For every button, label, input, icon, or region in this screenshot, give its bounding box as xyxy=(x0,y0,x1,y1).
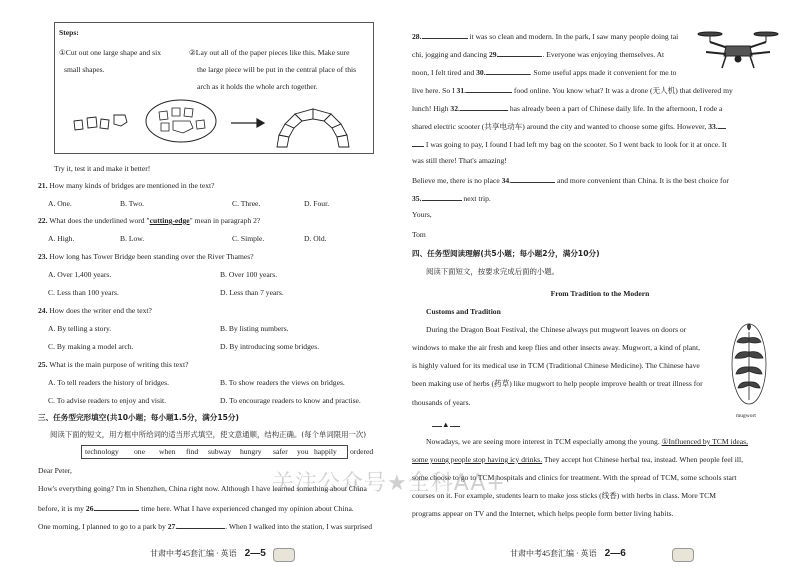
arrow-icon xyxy=(231,119,264,127)
blank-27[interactable] xyxy=(177,520,225,529)
left-footer xyxy=(150,548,266,559)
section-3-title: 三、任务型完形填空(共10小题；每小题1.5分，满分15分) xyxy=(38,413,239,422)
drone-icon xyxy=(696,26,780,72)
letter-text: food online. You know what? It was a drone (无人机) that delivered my xyxy=(513,86,733,95)
article-line-4: been making use of herbs (药草) like mugwort to help people improve health or treat illness for xyxy=(412,379,703,388)
letter-text: has already been a part of Chinese daily life. In the afternoon, I rode a xyxy=(509,104,723,113)
blank-31[interactable] xyxy=(466,84,512,93)
blank-28[interactable] xyxy=(422,30,468,39)
option-24c[interactable]: C. By making a model arch. xyxy=(48,342,134,351)
letter-line-33c: was still there! That's amazing! xyxy=(412,156,507,165)
letter-text: . Everyone was enjoying themselves. At xyxy=(542,50,665,59)
question-23 xyxy=(38,252,254,262)
letter-line-33b xyxy=(412,138,727,150)
blank-33[interactable] xyxy=(718,120,726,129)
option-23b[interactable]: B. Over 100 years. xyxy=(220,270,278,279)
blank-number-32: 32. xyxy=(450,104,460,113)
answer-marker xyxy=(432,418,460,430)
footer-book-title: 甘肃中考45套汇编 · 英语 xyxy=(150,549,237,558)
blank-number-31: 31. xyxy=(456,86,467,95)
word-box-item: technology xyxy=(85,447,119,456)
option-22a[interactable]: A. High. xyxy=(48,234,75,243)
section-4-title: 四、任务型阅读理解(共5小题；每小题2分，满分10分) xyxy=(412,249,600,258)
article-line-6 xyxy=(426,437,748,447)
section-4-instruction: 阅读下面短文，按要求完成后面的小题。 xyxy=(426,267,560,276)
question-number: 24. xyxy=(38,306,48,315)
question-number: 23. xyxy=(38,252,48,261)
option-24b[interactable]: B. By listing numbers. xyxy=(220,324,289,333)
word-box-item: find xyxy=(186,447,199,456)
article-line-8: some choose to go to TCM hospitals and clinics for treatment. With the spread of TCM, some schools start xyxy=(412,473,737,482)
blank-number-33: 33. xyxy=(708,122,718,131)
question-text: How does the writer end the text? xyxy=(49,306,152,315)
letter-text: . Some useful apps made it convenient for me to xyxy=(529,68,677,77)
blank-30[interactable] xyxy=(486,66,530,75)
blank-number-27: 27. xyxy=(167,522,178,531)
logo-icon xyxy=(273,548,295,562)
word-box-item: ordered xyxy=(350,447,374,456)
option-22d[interactable]: D. Old. xyxy=(304,234,327,243)
blank-32[interactable] xyxy=(460,102,508,111)
option-24a[interactable]: A. By telling a story. xyxy=(48,324,112,333)
question-text: What is the main purpose of writing this text? xyxy=(49,360,189,369)
steps-title: Steps: xyxy=(59,28,79,37)
letter-text: time here. What I have experienced changed my opinion about China. xyxy=(141,504,354,513)
word-box-item: hungry xyxy=(240,447,262,456)
option-21b[interactable]: B. Two. xyxy=(120,199,145,208)
article-title: From Tradition to the Modern xyxy=(550,289,650,298)
letter-text: shared electric scooter (共享电动车) around the city and wanted to choose some gifts. However, xyxy=(412,122,707,131)
option-25a[interactable]: A. To tell readers the history of bridges. xyxy=(48,378,170,387)
letter-text: and more convenient than China. It is the best choice for xyxy=(557,176,729,185)
letter-text: chi, jogging and dancing xyxy=(412,50,488,59)
article-line-9: courses on it. For example, students learn to make joss sticks (线香) with herbs in class. More TCM xyxy=(412,491,716,500)
step-1-line-1: ①Cut out one large shape and six xyxy=(59,48,161,57)
word-box-item: happily xyxy=(314,447,337,456)
option-22b[interactable]: B. Low. xyxy=(120,234,145,243)
article-line-10: programs appear on TV and the Internet, which helps people form better living habits. xyxy=(412,509,674,518)
question-number: 21. xyxy=(38,181,48,190)
watermark: 关注公众号★全科AA+ xyxy=(272,471,506,496)
small-shapes-icon xyxy=(74,115,127,130)
option-21d[interactable]: D. Four. xyxy=(304,199,330,208)
question-text: How many kinds of bridges are mentioned in the text? xyxy=(49,181,215,190)
arch-steps-illustration xyxy=(69,99,359,151)
article-line-1: During the Dragon Boat Festival, the Chinese always put mugwort leaves on doors or xyxy=(426,325,687,334)
letter-line-35 xyxy=(412,192,491,204)
footer-page-number: 2—6 xyxy=(604,548,626,559)
letter-line-30 xyxy=(412,66,676,78)
step-2-line-3: arch as it holds the whole arch together. xyxy=(197,82,318,91)
blank-35[interactable] xyxy=(422,192,462,201)
letter-line-34 xyxy=(412,174,729,186)
word-box-item: one xyxy=(134,447,145,456)
question-text: How long has Tower Bridge been standing over the River Thames? xyxy=(49,252,254,261)
letter-line-33 xyxy=(412,120,726,132)
option-25d[interactable]: D. To encourage readers to know and practise. xyxy=(220,396,361,405)
letter-line-32 xyxy=(412,102,722,114)
article-line-3: is highly valued for its medical use in TCM (Traditional Chinese Medicine). The Chinese have xyxy=(412,361,700,370)
blank-number-29: 29. xyxy=(488,50,499,59)
option-25b[interactable]: B. To show readers the views on bridges. xyxy=(220,378,345,387)
article-subtitle: Customs and Tradition xyxy=(426,307,501,316)
question-25 xyxy=(38,360,188,370)
letter-text: lunch! High xyxy=(412,104,449,113)
letter-line-3 xyxy=(38,520,372,532)
question-text-post: " mean in paragraph 2? xyxy=(189,216,261,225)
letter-text: noon, I felt tired and xyxy=(412,68,475,77)
question-21 xyxy=(38,181,215,191)
article-text: Nowadays, we are seeing more interest in TCM especially among the young. xyxy=(426,437,660,446)
letter-text: I was going to pay, I found I had left my bag on the scooter. So I went back to look for it at once. It xyxy=(425,140,727,149)
option-23c[interactable]: C. Less than 100 years. xyxy=(48,288,119,297)
section-3-instruction: 阅读下面的短文，用方框中所给词的适当形式填空，使文意通顺，结构正确。(每个单词限用一次) xyxy=(50,430,367,439)
blank-number-26: 26. xyxy=(85,504,96,513)
letter-closing: Yours, xyxy=(412,210,432,219)
option-21a[interactable]: A. One. xyxy=(48,199,72,208)
blank-marker-right xyxy=(450,418,460,427)
letter-line-31 xyxy=(412,84,733,96)
word-box-item: when xyxy=(159,447,176,456)
option-25c[interactable]: C. To advise readers to enjoy and visit. xyxy=(48,396,167,405)
letter-text: Believe me, there is no place xyxy=(412,176,500,185)
option-24d[interactable]: D. By introducing some bridges. xyxy=(220,342,320,351)
steps-box xyxy=(54,22,374,154)
question-number: 22. xyxy=(38,216,48,225)
letter-text: next trip. xyxy=(463,194,491,203)
plate-icon xyxy=(146,100,216,142)
blank-number-30: 30. xyxy=(476,68,486,77)
marker-icon: ▲ xyxy=(442,420,450,429)
blank-number-35: 35. xyxy=(412,194,422,203)
step-2-line-2: the large piece will be put in the central place of this xyxy=(197,65,357,74)
question-number: 25. xyxy=(38,360,48,369)
word-box-item: you xyxy=(297,447,309,456)
letter-line-28 xyxy=(412,30,678,42)
letter-line-1: How's everything going? I'm in Shenzhen, China right now. Although I have learned something about China xyxy=(38,484,367,493)
option-23d[interactable]: D. Less than 7 years. xyxy=(220,288,284,297)
underlined-word: cutting-edge xyxy=(149,216,190,225)
option-22c[interactable]: C. Simple. xyxy=(232,234,265,243)
letter-text: One morning, I planned to go to a park by xyxy=(38,522,166,531)
article-text: They accept hot Chinese herbal tea, instead. When people feel ill, xyxy=(543,455,744,464)
letter-greeting: Dear Peter, xyxy=(38,466,72,475)
letter-text: . When I walked into the station, I was surprised xyxy=(225,522,373,531)
mugwort-label: mugwort xyxy=(736,413,756,419)
footer-book-title: 甘肃中考45套汇编 · 英语 xyxy=(510,549,597,558)
question-22 xyxy=(38,216,260,226)
underlined-sentence-1: ①Influenced by TCM ideas, xyxy=(661,437,749,446)
letter-line-29 xyxy=(412,48,664,60)
underlined-sentence-1-cont: some young people stop having icy drinks. xyxy=(412,455,543,464)
right-footer xyxy=(510,548,626,559)
letter-text: before, it is my xyxy=(38,504,84,513)
option-23a[interactable]: A. Over 1,400 years. xyxy=(48,270,112,279)
blank-number-28: 28. xyxy=(412,32,422,41)
blank-34[interactable] xyxy=(511,174,555,183)
article-line-2: windows to make the air fresh and keep flies and other insects away. Mugwort, a kind of plant, xyxy=(412,343,700,352)
blank-number-34: 34. xyxy=(501,176,512,185)
blank-26[interactable] xyxy=(95,502,139,511)
mugwort-icon xyxy=(730,322,768,410)
letter-text: it was so clean and modern. In the park, I saw many people doing tai xyxy=(469,32,679,41)
question-24 xyxy=(38,306,152,316)
article-line-5: thousands of years. xyxy=(412,398,471,407)
question-text-pre: What does the underlined word " xyxy=(49,216,150,225)
footer-page-number: 2—5 xyxy=(244,548,266,559)
blank-33-continued[interactable] xyxy=(412,138,424,147)
word-box xyxy=(81,445,374,459)
try-text: Try it, test it and make it better! xyxy=(54,164,151,173)
step-2-line-1: ②Lay out all of the paper pieces like this. Make sure xyxy=(189,48,350,57)
letter-signature: Tom xyxy=(412,230,426,239)
step-1-line-2: small shapes. xyxy=(64,65,105,74)
word-box-item: subway xyxy=(208,447,232,456)
arch-icon xyxy=(277,109,349,147)
article-line-7 xyxy=(412,455,743,465)
option-21c[interactable]: C. Three. xyxy=(232,199,261,208)
letter-line-2 xyxy=(38,502,354,514)
logo-icon xyxy=(672,548,694,562)
word-box-item: safer xyxy=(273,447,288,456)
blank-29[interactable] xyxy=(498,48,542,57)
blank-marker-left xyxy=(432,418,442,427)
letter-text: live here. So I xyxy=(412,86,455,95)
